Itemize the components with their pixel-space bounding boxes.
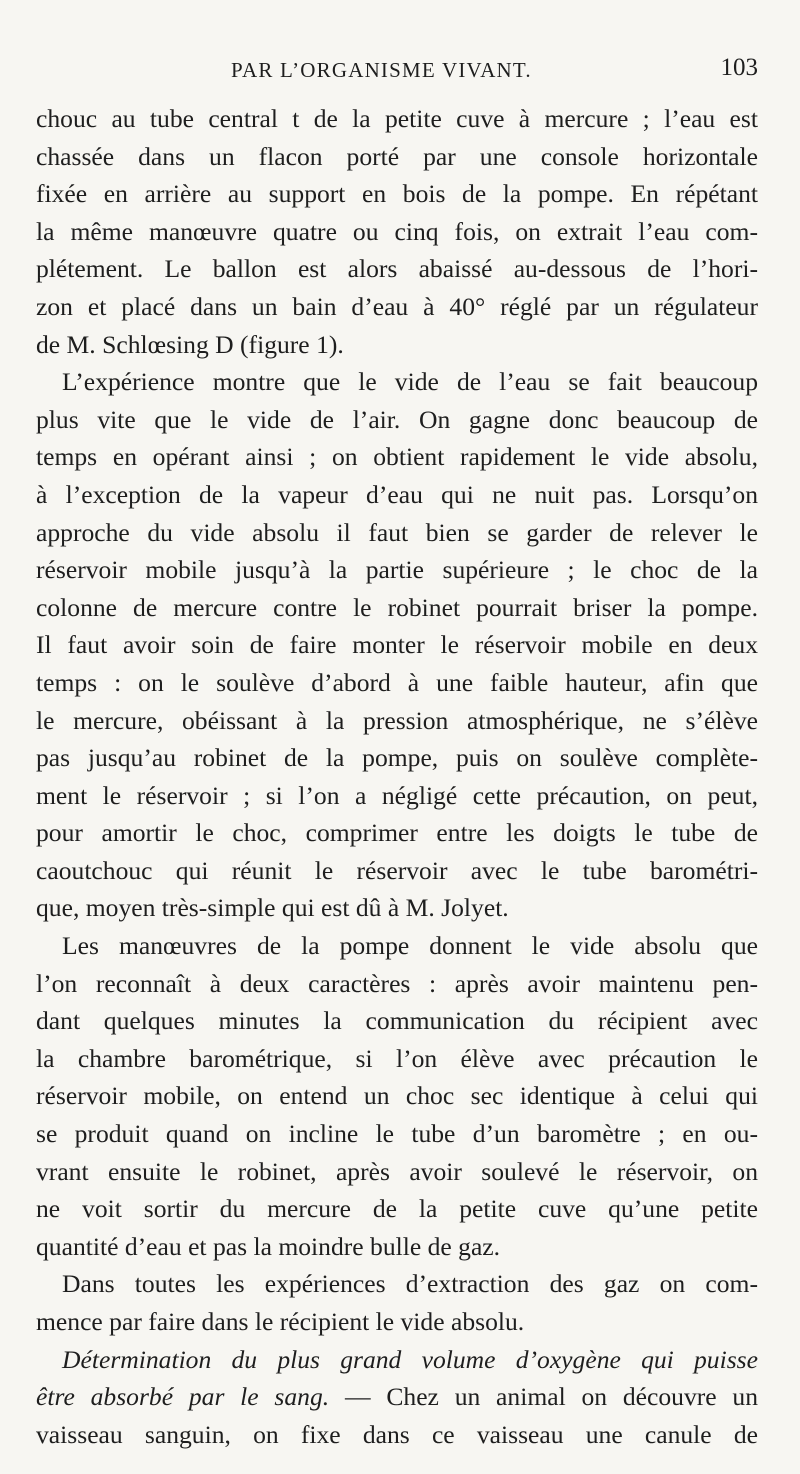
body-text bbox=[36, 100, 758, 1453]
text-line: temps en opérant ainsi ; on obtient rapidement le vide absolu, bbox=[36, 442, 758, 472]
text-line: quantité d’eau et pas la moindre bulle de gaz. bbox=[36, 1231, 501, 1261]
text-line: Il faut avoir soin de faire monter le réservoir mobile en deux bbox=[36, 630, 758, 660]
text-line: approche du vide absolu il faut bien se garder de relever le bbox=[36, 517, 758, 547]
mixed-line bbox=[36, 1378, 758, 1416]
text-segment: — Chez un animal on découvre un bbox=[329, 1382, 758, 1412]
text-line: ment le réservoir ; si l’on a négligé cette précaution, on peut, bbox=[36, 780, 758, 810]
text-line: colonne de mercure contre le robinet pourrait briser la pompe. bbox=[36, 592, 758, 622]
italic-heading-line: Détermination du plus grand volume d’oxygène qui puisse bbox=[62, 1344, 758, 1374]
text-line: pour amortir le choc, comprimer entre les doigts le tube de bbox=[36, 818, 758, 848]
text-line: réservoir mobile, on entend un choc sec identique à celui qui bbox=[36, 1081, 758, 1111]
text-line: fixée en arrière au support en bois de la pompe. En répétant bbox=[36, 179, 758, 209]
text-line: mence par faire dans le récipient le vide absolu. bbox=[36, 1307, 525, 1336]
text-line: ne voit sortir du mercure de la petite cuve qu’une petite bbox=[36, 1194, 758, 1224]
text-line: à l’exception de la vapeur d’eau qui ne nuit pas. Lorsqu’on bbox=[36, 479, 758, 509]
italic-heading-continuation: être absorbé par le sang. bbox=[36, 1382, 330, 1412]
text-line: vaisseau sanguin, on fixe dans ce vaisseau une canule de bbox=[36, 1419, 758, 1449]
text-line: la chambre barométrique, si l’on élève avec précaution le bbox=[36, 1043, 758, 1073]
text-line: pas jusqu’au robinet de la pompe, puis on soulève complète- bbox=[36, 743, 758, 773]
text-line: réservoir mobile jusqu’à la partie supérieure ; le choc de la bbox=[36, 555, 758, 585]
text-line: que, moyen très-simple qui est dû à M. Jolyet. bbox=[36, 893, 509, 923]
text-line: temps : on le soulève d’abord à une faible hauteur, afin que bbox=[36, 667, 758, 697]
paragraph-start-line: L’expérience montre que le vide de l’eau se fait beaucoup bbox=[62, 367, 758, 397]
paragraph-start-line: Dans toutes les expériences d’extraction des gaz on com- bbox=[62, 1269, 758, 1299]
paragraph-start-line: Les manœuvres de la pompe donnent le vide absolu que bbox=[62, 931, 758, 961]
text-line: vrant ensuite le robinet, après avoir soulevé le réservoir, on bbox=[36, 1156, 758, 1186]
text-line: dant quelques minutes la communication du récipient avec bbox=[36, 1006, 758, 1036]
text-line: l’on reconnaît à deux caractères : après avoir maintenu pen- bbox=[36, 968, 758, 998]
text-line: la même manœuvre quatre ou cinq fois, on extrait l’eau com- bbox=[36, 216, 758, 246]
running-head: PAR L’ORGANISME VIVANT. bbox=[231, 58, 532, 82]
page-number: 103 bbox=[720, 54, 758, 81]
page-header bbox=[36, 52, 758, 92]
text-line: plétement. Le ballon est alors abaissé au-dessous de l’hori- bbox=[36, 254, 758, 284]
text-line: chassée dans un flacon porté par une console horizontale bbox=[36, 141, 758, 171]
text-line: caoutchouc qui réunit le réservoir avec le tube barométri- bbox=[36, 855, 758, 885]
text-line: zon et placé dans un bain d’eau à 40° réglé par un régulateur bbox=[36, 291, 758, 321]
text-line: plus vite que le vide de l’air. On gagne donc beaucoup de bbox=[36, 404, 758, 434]
text-line: se produit quand on incline le tube d’un baromètre ; en ou- bbox=[36, 1119, 758, 1149]
text-line: de M. Schlœsing D (figure 1). bbox=[36, 329, 344, 359]
text-line: chouc au tube central t de la petite cuve à mercure ; l’eau est bbox=[36, 104, 758, 133]
text-line: le mercure, obéissant à la pression atmosphérique, ne s’élève bbox=[36, 705, 758, 735]
